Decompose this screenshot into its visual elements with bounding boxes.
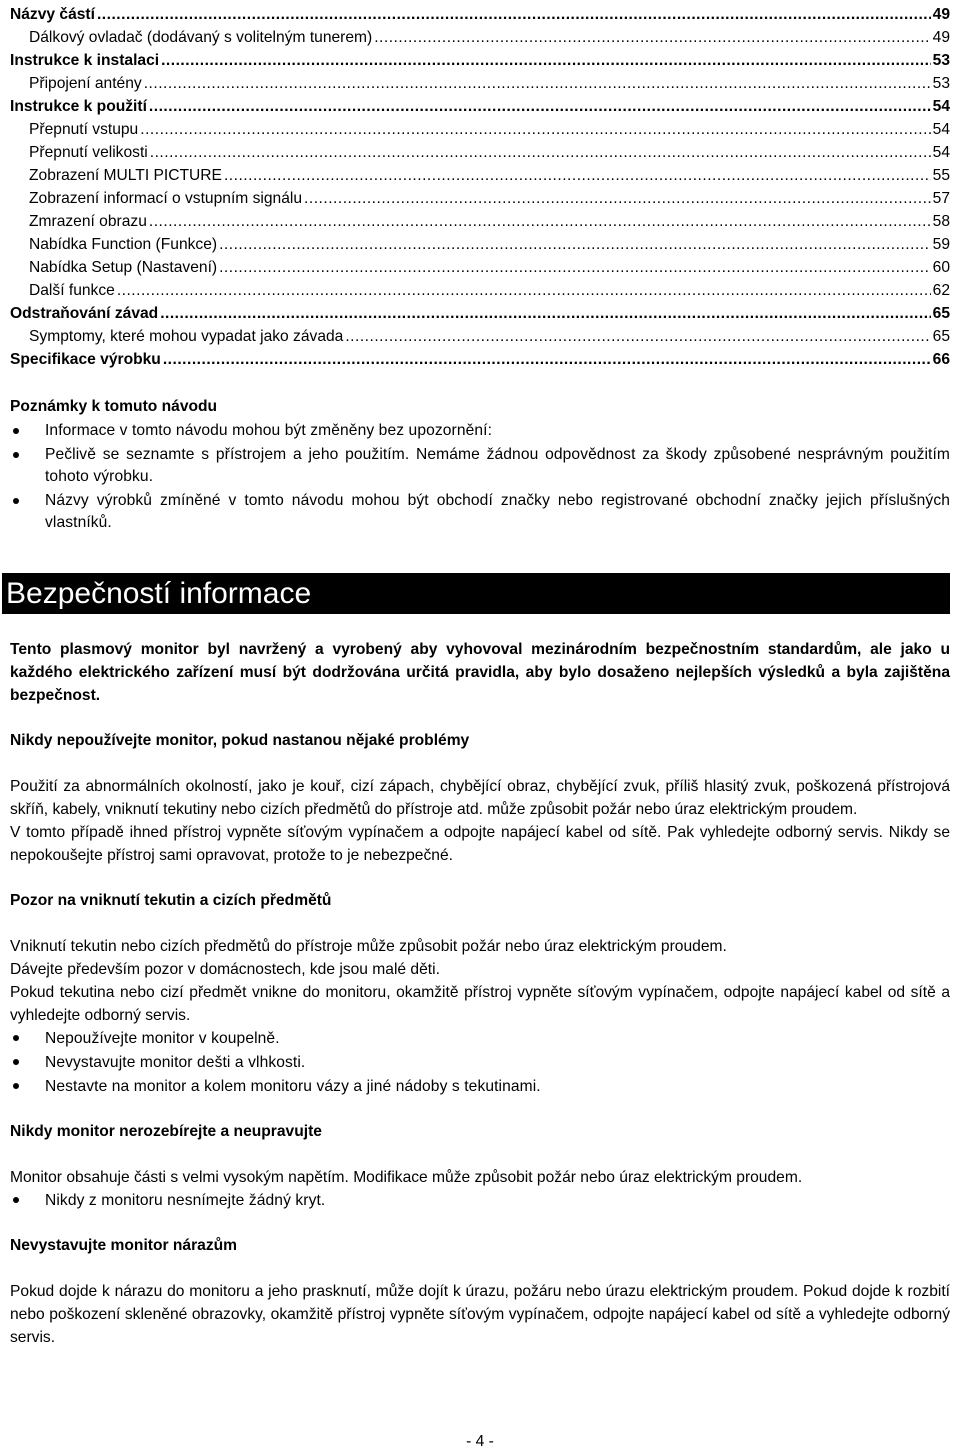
document-page: [6, 0, 950, 1349]
toc-entry[interactable]: [10, 163, 950, 186]
toc-dot-leader: [160, 304, 930, 324]
toc-page-number: 53: [932, 52, 950, 69]
toc-page-number: 59: [932, 236, 950, 253]
toc-dot-leader: [161, 51, 931, 71]
toc-dot-leader: [97, 5, 931, 25]
toc-entry[interactable]: [10, 324, 950, 347]
toc-entry-label: Dálkový ovladač (dodávaný s volitelným tunerem): [29, 29, 373, 46]
toc-entry[interactable]: [10, 25, 950, 48]
toc-page-number: 49: [932, 6, 950, 23]
bullet-list: [10, 1189, 950, 1212]
toc-entry-label: Odstraňování závad: [10, 305, 159, 322]
toc-dot-leader: [304, 189, 931, 209]
toc-entry[interactable]: [10, 140, 950, 163]
notes-list: [10, 420, 950, 534]
paragraph: Použití za abnormálních okolností, jako je kouř, cizí zápach, chybějící obraz, chybějící zvuk, příliš hlasitý zvuk, poškozená přístrojová skříň, kabely, vniknutí tekutiny nebo cizích předmětů do přístroje atd. může způsobit požár nebo úraz elektrickým proudem.: [10, 778, 950, 818]
toc-page-number: 66: [932, 351, 950, 368]
toc-entry-label: Přepnutí velikosti: [29, 144, 148, 161]
toc-entry-label: Přepnutí vstupu: [29, 121, 139, 138]
toc-entry-label: Názvy částí: [10, 6, 95, 23]
toc-entry-label: Specifikace výrobku: [10, 351, 161, 368]
toc-dot-leader: [140, 120, 930, 140]
toc-entry-label: Připojení antény: [29, 75, 142, 92]
section-title: Nikdy monitor nerozebírejte a neupravujte: [10, 1123, 322, 1140]
toc-page-number: 60: [932, 259, 950, 276]
toc-dot-leader: [150, 143, 931, 163]
toc-entry[interactable]: [10, 255, 950, 278]
list-item: Nikdy z monitoru nesnímejte žádný kryt.: [10, 1189, 950, 1212]
toc-page-number: 54: [932, 144, 950, 161]
toc-page-number: 55: [932, 167, 950, 184]
toc-page-number: 65: [932, 305, 950, 322]
toc-dot-leader: [219, 258, 931, 278]
toc-dot-leader: [149, 212, 931, 232]
toc-entry[interactable]: [10, 71, 950, 94]
paragraph: Pokud tekutina nebo cizí předmět vnikne do monitoru, okamžitě přístroj vypněte síťovým vypínačem, odpojte napájecí kabel od sítě a vyhledejte odborný servis.: [10, 984, 950, 1024]
list-item: Informace v tomto návodu mohou být změněny bez upozornění:: [10, 420, 950, 442]
toc-entry-label: Instrukce k instalaci: [10, 52, 160, 69]
bullet-list: [10, 1027, 950, 1098]
toc-entry[interactable]: [10, 278, 950, 301]
table-of-contents: [10, 2, 950, 370]
toc-dot-leader: [374, 28, 930, 48]
toc-dot-leader: [219, 235, 931, 255]
list-item: Nepoužívejte monitor v koupelně.: [10, 1027, 950, 1050]
notes-title: Poznámky k tomuto návodu: [10, 398, 218, 415]
page-number: - 4 -: [466, 1433, 494, 1450]
paragraph: Vniknutí tekutin nebo cizích předmětů do přístroje může způsobit požár nebo úraz elektrickým proudem.: [10, 938, 727, 955]
toc-entry-label: Zobrazení informací o vstupním signálu: [29, 190, 303, 207]
list-item: Nestavte na monitor a kolem monitoru vázy a jiné nádoby s tekutinami.: [10, 1075, 950, 1098]
toc-page-number: 54: [932, 121, 950, 138]
toc-entry-label: Zmrazení obrazu: [29, 213, 147, 230]
toc-entry[interactable]: [10, 347, 950, 370]
section-banner: Bezpečností informace: [2, 573, 950, 614]
toc-page-number: 65: [932, 328, 950, 345]
toc-entry-label: Symptomy, které mohou vypadat jako závada: [29, 328, 344, 345]
toc-page-number: 49: [932, 29, 950, 46]
toc-page-number: 62: [932, 282, 950, 299]
list-item: Nevystavujte monitor dešti a vlhkosti.: [10, 1051, 950, 1074]
paragraph: Monitor obsahuje části s velmi vysokým napětím. Modifikace může způsobit požár nebo úraz elektrickým proudem.: [10, 1169, 803, 1186]
toc-entry[interactable]: [10, 94, 950, 117]
toc-dot-leader: [163, 350, 931, 370]
toc-entry[interactable]: [10, 2, 950, 25]
toc-entry[interactable]: [10, 209, 950, 232]
toc-entry-label: Nabídka Function (Funkce): [29, 236, 218, 253]
toc-entry-label: Nabídka Setup (Nastavení): [29, 259, 218, 276]
toc-entry-label: Další funkce: [29, 282, 115, 299]
toc-dot-leader: [149, 97, 931, 117]
list-item: Názvy výrobků zmíněné v tomto návodu mohou být obchodí značky nebo registrované obchodní značky jejich příslušných vlastníků.: [10, 490, 950, 534]
toc-dot-leader: [345, 327, 930, 347]
toc-page-number: 58: [932, 213, 950, 230]
section-title: Nikdy nepoužívejte monitor, pokud nastanou nějaké problémy: [10, 732, 470, 749]
paragraph: Dávejte především pozor v domácnostech, kde jsou malé děti.: [10, 961, 440, 978]
toc-page-number: 57: [932, 190, 950, 207]
toc-entry[interactable]: [10, 301, 950, 324]
section-title: Nevystavujte monitor nárazům: [10, 1237, 238, 1254]
toc-entry-label: Instrukce k použití: [10, 98, 147, 115]
paragraph: V tomto případě ihned přístroj vypněte síťovým vypínačem a odpojte napájecí kabel od sítě. Pak vyhledejte odborný servis. Nikdy se nepokoušejte přístroj sami opravovat, protože to je nebezpečné.: [10, 824, 950, 864]
intro-paragraph: Tento plasmový monitor byl navržený a vyrobený aby vyhovoval mezinárodním bezpečnostním standardům, ale jako u každého elektrického zařízení musí být dodržována určitá pravidla, aby bylo dosaženo nejlepších výsledků a byla zajištěna bezpečnost.: [10, 641, 950, 704]
toc-entry-label: Zobrazení MULTI PICTURE: [29, 167, 222, 184]
toc-entry[interactable]: [10, 48, 950, 71]
toc-dot-leader: [144, 74, 931, 94]
toc-dot-leader: [117, 281, 931, 301]
section-title: Pozor na vniknutí tekutin a cizích předmětů: [10, 892, 332, 909]
toc-page-number: 54: [932, 98, 950, 115]
paragraph: Pokud dojde k nárazu do monitoru a jeho prasknutí, může dojít k úrazu, požáru nebo úrazu elektrickým proudem. Pokud dojde k rozbití nebo poškození skleněné obrazovky, okamžitě přístroj vypněte síťovým vypínačem, odpojte napájecí kabel od sítě a vyhledejte odborný servis.: [10, 1283, 950, 1346]
toc-entry[interactable]: [10, 117, 950, 140]
toc-dot-leader: [224, 166, 931, 186]
list-item: Pečlivě se seznamte s přístrojem a jeho použitím. Nemáme žádnou odpovědnost za škody způsobené nesprávným použitím tohoto výrobku.: [10, 444, 950, 488]
toc-entry[interactable]: [10, 232, 950, 255]
toc-entry[interactable]: [10, 186, 950, 209]
toc-page-number: 53: [932, 75, 950, 92]
